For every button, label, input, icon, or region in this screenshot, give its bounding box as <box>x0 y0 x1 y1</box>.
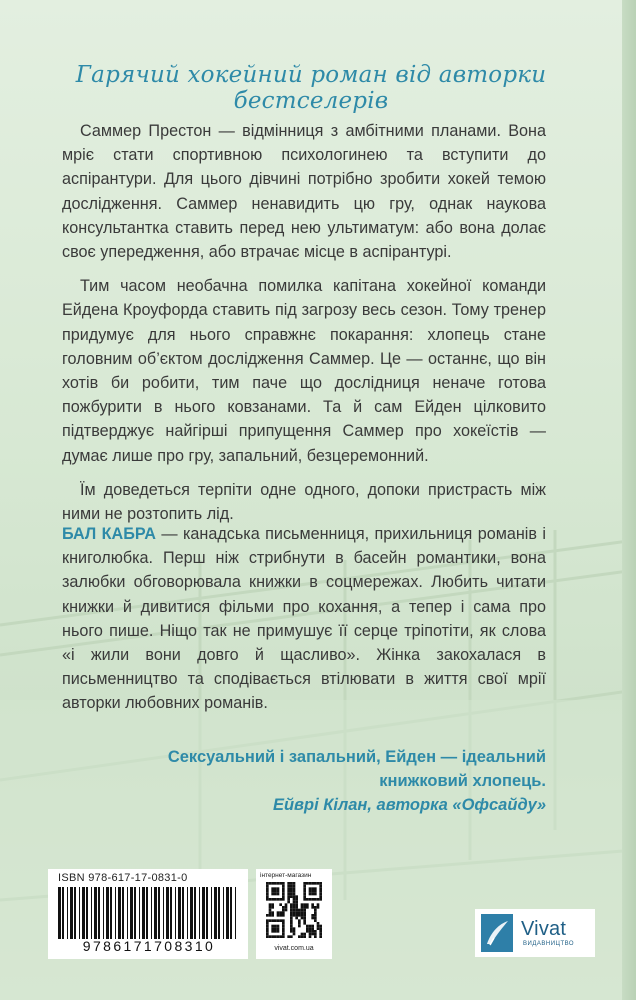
author-bio-text: — канадська письменниця, прихильниця романів і книголюбка. Перш ніж стрибнути в басейн романтики, вона залюбки обговорювала книжки в соцмережах. Любить читати книжки й дивитися фільми про кохання, а тепер і сама про нього пише. Ніщо так не примушує її серце тріпотіти, як слова «і жили вони довго й щасливо». Жінка закохалася в письменництво та сподівається втілювати в життя свої мрії авторки любовних романів. <box>62 525 547 713</box>
qr-code-block <box>256 869 332 959</box>
review-quote <box>100 745 546 817</box>
publisher-name: Vivat <box>521 918 567 940</box>
publisher-mark-icon <box>481 914 513 952</box>
qr-caption-top: інтернет-магазин <box>260 872 312 879</box>
quote-source: Ейврі Кілан, авторка «Офсайду» <box>272 796 546 814</box>
quote-line-1: Сексуальний і запальний, Ейден — ідеальний <box>167 748 546 766</box>
author-bio <box>62 522 546 716</box>
isbn-label: ISBN 978-617-17-0831-0 <box>58 872 188 884</box>
synopsis-paragraph: Саммер Престон — відмінниця з амбітними планами. Вона мріє стати спортивною психологинею та вступити до аспірантури. Для цього дівчині потрібно зробити хокей темою дослідження. Саммер ненавидить цю гру, однак наукова консультантка ставить перед нею ультиматум: або вона долає своє упередження, або втрачає місце в аспірантурі. <box>62 122 546 262</box>
synopsis-paragraph: Тим часом необачна помилка капітана хокейної команди Ейдена Кроуфорда ставить під загрозу весь сезон. Тому тренер придумує для нього справжнє покарання: хлопець стане головним об’єктом дослідження Саммер. Це — останнє, що він хотів би робити, тим паче що дослідниця неначе готова пожбурити в нього ковзанами. Та й сам Ейден цілковито підтверджує найгірші припущення Саммер про хокеїстів — думає лише про гру, запальний, безцеремонний. <box>62 277 546 465</box>
quote-line-2: книжковий хлопець. <box>379 772 546 790</box>
author-name: БАЛ КАБРА <box>62 525 156 543</box>
qr-code-icon <box>266 882 322 938</box>
isbn-barcode <box>48 869 248 959</box>
barcode-digits: 9786171708310 <box>82 938 216 954</box>
barcode-bars <box>54 887 242 939</box>
synopsis <box>62 119 546 536</box>
synopsis-paragraph: Їм доведеться терпіти одне одного, допоки пристрасть між ними не розтопить лід. <box>62 480 546 524</box>
qr-caption-bottom: vivat.com.ua <box>274 945 314 952</box>
tagline: Гарячий хокейний роман від авторки бестселерів <box>75 62 547 114</box>
publisher-subtitle: ВИДАВНИЦТВО <box>523 941 575 947</box>
author-bio-paragraph <box>62 522 546 716</box>
spine-edge <box>622 0 636 1000</box>
publisher-logo <box>475 909 595 957</box>
